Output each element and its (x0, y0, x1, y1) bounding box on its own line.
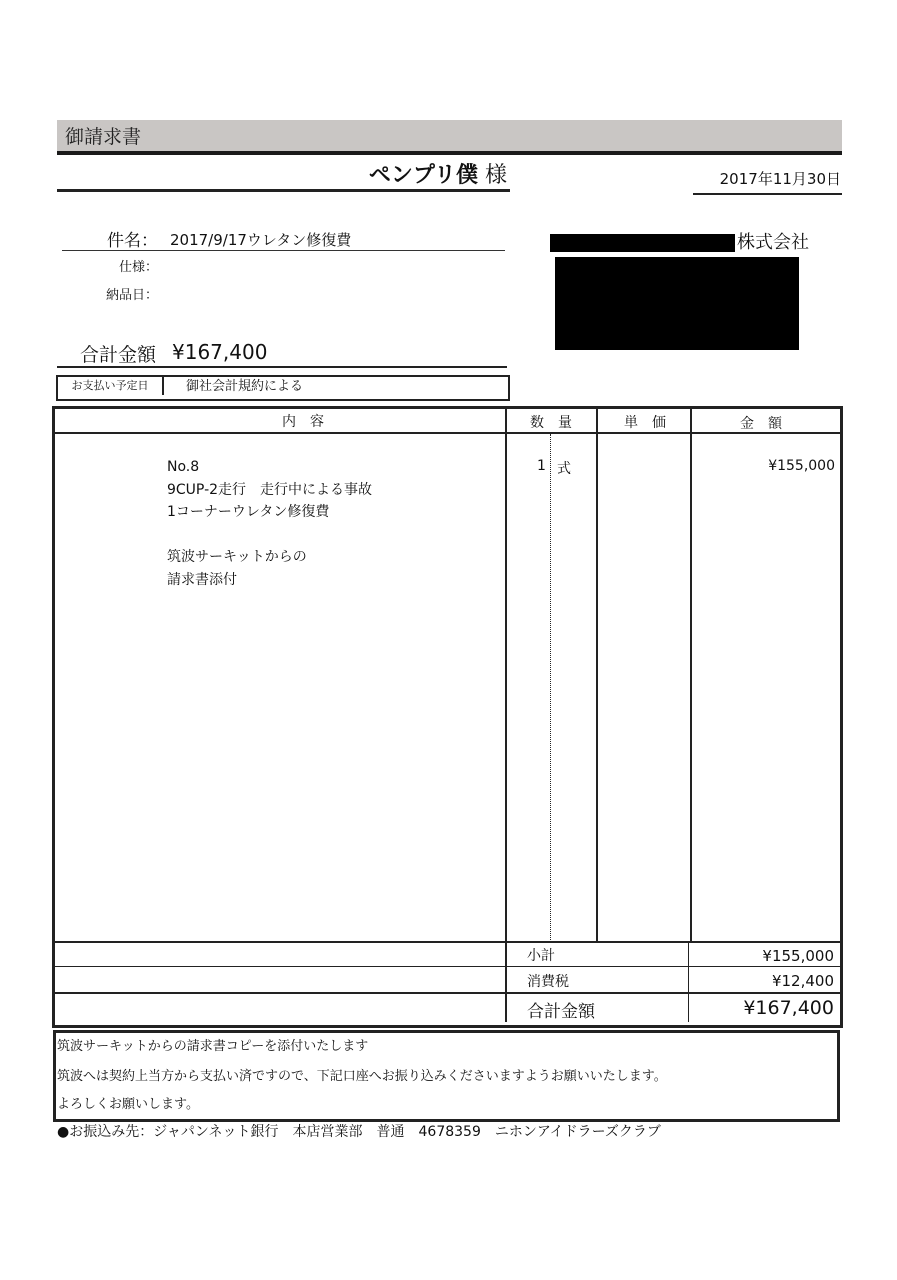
title-bar (57, 120, 842, 155)
item-quantity: 1 (537, 458, 546, 474)
item-line: 筑波サーキットからの (167, 549, 307, 565)
table-header-divider (55, 432, 840, 434)
summary-amount-divider (688, 942, 689, 1022)
issuer-company (550, 228, 809, 254)
subtotal-value: ¥155,000 (762, 947, 834, 965)
company-suffix: 株式会社 (737, 232, 809, 253)
column-divider-qty (505, 409, 507, 1022)
grand-total-value: ¥167,400 (743, 997, 834, 1019)
item-line: 9CUP-2走行 走行中による事故 (167, 481, 373, 498)
header-amount: 金額 (740, 416, 796, 432)
client-name-block (57, 158, 507, 189)
item-line: 請求書添付 (167, 571, 237, 588)
item-line: 1コーナーウレタン修復費 (167, 504, 330, 520)
note-line: 筑波サーキットからの請求書コピーを添付いたします (57, 1039, 369, 1054)
tax-divider (55, 966, 840, 967)
subject-underline (62, 250, 505, 251)
subtotal-label: 小計 (527, 948, 555, 964)
column-divider-unit (596, 409, 598, 942)
item-description (167, 456, 372, 591)
tax-value: ¥12,400 (771, 972, 834, 990)
spec-label: 仕様： (119, 260, 159, 275)
payment-value: 御社会計規約による (186, 379, 304, 394)
tax-label: 消費税 (527, 974, 569, 990)
date-underline (693, 193, 842, 195)
client-suffix: 様 (484, 163, 507, 188)
item-line: No.8 (167, 459, 200, 475)
note-line: よろしくお願いします。 (57, 1097, 199, 1112)
subject-label: 件名： (107, 231, 158, 251)
bank-info: ●お振込み先：ジャパンネット銀行 本店営業部 普通 4678359 ニホンアイドラーズクラブ (57, 1124, 661, 1140)
payment-label: お支払い予定日 (58, 377, 164, 395)
item-unit: 式 (557, 461, 571, 477)
qty-dotted-divider (550, 434, 551, 940)
header-quantity: 数量 (530, 415, 586, 431)
note-line: 筑波へは契約上当方から支払い済ですので、下記口座へお振り込みくださいますようお願いいたします。 (57, 1069, 667, 1084)
redacted-address (555, 257, 799, 350)
item-amount: ¥155,000 (768, 458, 835, 474)
subject-value: 2017/9/17ウレタン修復費 (170, 231, 352, 249)
total-value: ¥167,400 (172, 340, 268, 364)
redaction-mark (550, 234, 735, 252)
subtotal-divider (55, 941, 840, 943)
client-name: ペンプリ僕 (368, 163, 478, 188)
header-unit-price: 単価 (624, 415, 680, 431)
total-label: 合計金額 (80, 344, 157, 366)
delivery-label: 納品日： (106, 288, 159, 303)
client-underline (57, 189, 510, 192)
item-line (167, 524, 372, 547)
grandtotal-divider (55, 992, 840, 994)
total-underline (57, 366, 507, 368)
header-content: 内容 (282, 414, 338, 430)
grand-total-label: 合計金額 (527, 1002, 595, 1022)
document-title: 御請求書 (65, 126, 142, 148)
column-divider-amount (690, 409, 692, 942)
invoice-date: 2017年11月30日 (719, 170, 841, 188)
